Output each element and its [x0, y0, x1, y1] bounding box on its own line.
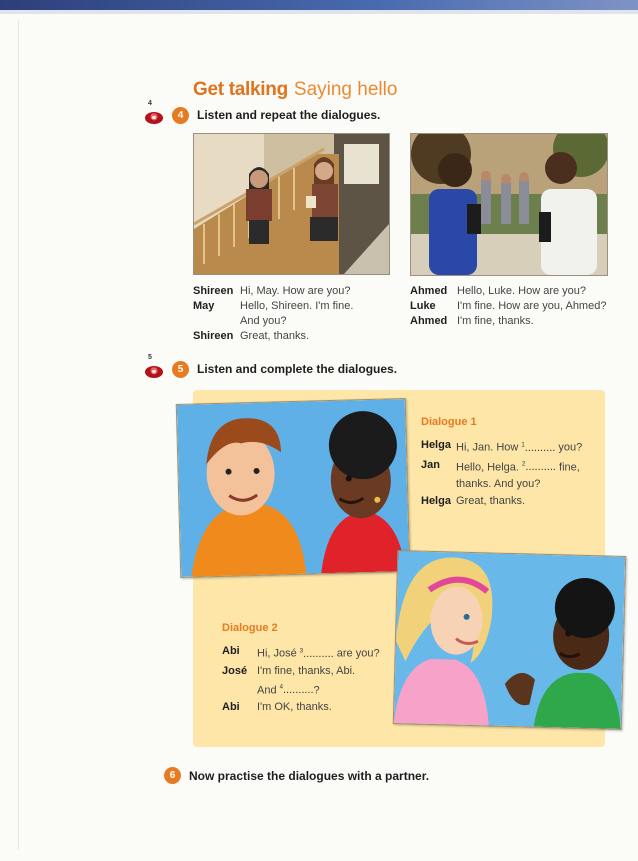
- dialogue-1-title: Dialogue 1: [421, 416, 477, 428]
- exercise-4: [144, 100, 381, 126]
- exercise-5: [144, 354, 398, 380]
- dialogue-ahmed-luke: [410, 284, 606, 329]
- dialogue-2-title: Dialogue 2: [222, 622, 278, 634]
- exercise-number-badge: 6: [164, 767, 181, 784]
- dialogue-line: José I'm fine, thanks, Abi.: [222, 664, 356, 677]
- dialogue-line: Abi Hi, José $^3$.......... are you?: [222, 645, 380, 660]
- gap-4[interactable]: $^4$..........: [279, 684, 314, 697]
- exercise-instruction: Listen and complete the dialogues.: [197, 362, 398, 376]
- dialogue-shireen-may: [193, 284, 353, 344]
- dialogue-line: Shireen Great, thanks.: [193, 330, 310, 342]
- photo-boys-outdoor: [410, 133, 608, 276]
- dialogue-line: Helga Hi, Jan. How $^1$.......... you?: [421, 439, 583, 454]
- gap-3[interactable]: $^3$..........: [299, 647, 334, 660]
- dialogue-line: Jan Hello, Helga. $^2$.......... fine,: [421, 458, 580, 474]
- exercise-instruction: Now practise the dialogues with a partner.: [189, 768, 430, 783]
- title-sub: Saying hello: [293, 79, 398, 100]
- dialogue-line: Shireen Hi, May. How are you?: [193, 285, 351, 297]
- dialogue-line: May Hello, Shireen. I'm fine.: [193, 300, 354, 312]
- top-stripe: [0, 10, 638, 14]
- illustration-abi-jose: [393, 550, 626, 730]
- dialogue-line: Abi I'm OK, thanks.: [222, 701, 332, 714]
- photo-stairs-girls: [193, 133, 390, 275]
- dialogue-continuation: thanks. And you?: [456, 478, 541, 491]
- dialogue-line: Ahmed I'm fine, thanks.: [410, 315, 534, 327]
- dialogue-continuation: And $^4$..........?: [257, 684, 320, 697]
- exercise-6: [164, 767, 429, 784]
- dialogue-line: Helga Great, thanks.: [421, 495, 526, 508]
- gap-1[interactable]: $^1$..........: [521, 441, 556, 454]
- title-strong: Get talking: [193, 79, 288, 100]
- audio-cd-icon[interactable]: 5: [144, 358, 164, 380]
- top-color-bar: [0, 0, 638, 10]
- audio-cd-icon[interactable]: 4: [144, 104, 164, 126]
- illustration-helga-jan: [176, 398, 410, 578]
- exercise-number-badge: 5: [172, 361, 189, 378]
- dialogue-line: Luke I'm fine. How are you, Ahmed?: [410, 300, 607, 312]
- dialogue-2: [222, 620, 380, 716]
- exercise-instruction: Listen and repeat the dialogues.: [197, 108, 381, 122]
- dialogue-continuation: And you?: [240, 315, 287, 327]
- dialogue-1: [421, 414, 582, 510]
- dialogue-line: Ahmed Hello, Luke. How are you?: [410, 285, 587, 297]
- page-margin-line: [18, 20, 19, 850]
- exercise-number-badge: 4: [172, 107, 189, 124]
- section-title: [193, 79, 397, 101]
- gap-2[interactable]: $^2$..........: [522, 461, 556, 474]
